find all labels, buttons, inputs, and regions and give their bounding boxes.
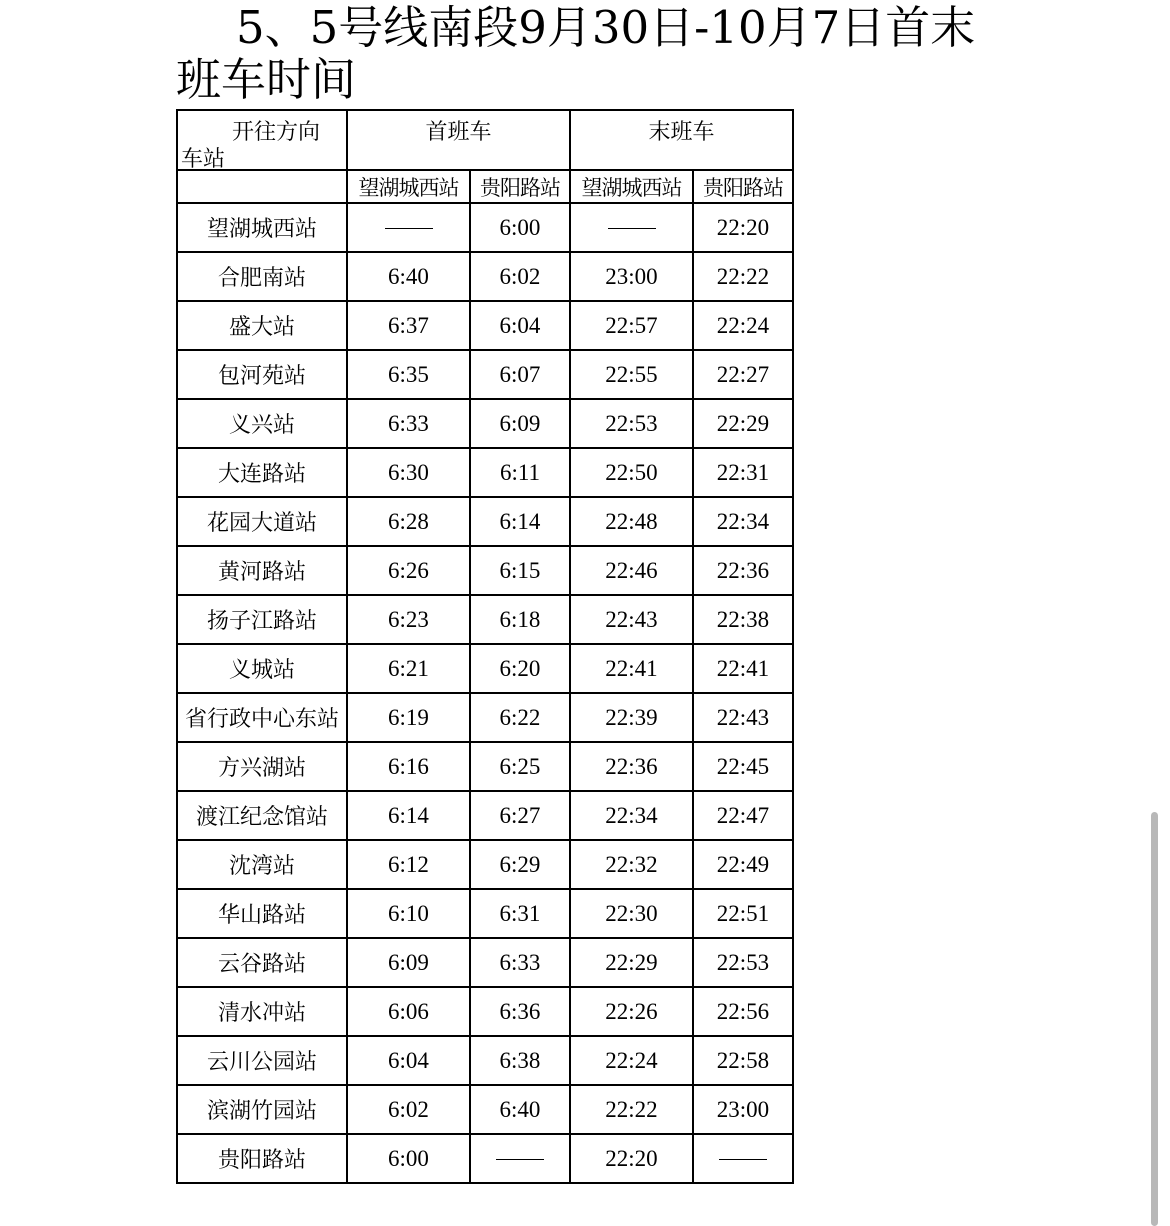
time-cell: 22:36 [693,546,793,595]
time-cell: 22:49 [693,840,793,889]
table-row [177,252,793,301]
station-name-cell: 渡江纪念馆站 [177,791,347,840]
time-cell: 6:22 [470,693,570,742]
time-cell: 6:40 [470,1085,570,1134]
table-row [177,1085,793,1134]
time-cell: 6:09 [347,938,470,987]
time-cell: 22:56 [693,987,793,1036]
subheader-last-gyl: 贵阳路站 [693,170,793,203]
station-name-cell: 黄河路站 [177,546,347,595]
time-cell: 22:22 [693,252,793,301]
time-cell: 22:30 [570,889,693,938]
time-cell: 6:36 [470,987,570,1036]
table-row [177,840,793,889]
station-name-cell: 包河苑站 [177,350,347,399]
time-cell: 6:31 [470,889,570,938]
dash-line [385,228,433,229]
table-row [177,791,793,840]
station-header: 车站 [181,147,226,170]
station-name-cell: 扬子江路站 [177,595,347,644]
time-cell: 6:26 [347,546,470,595]
time-cell: 6:27 [470,791,570,840]
subheader-first-gyl: 贵阳路站 [470,170,570,203]
time-cell: 6:35 [347,350,470,399]
time-cell: 22:46 [570,546,693,595]
station-name-cell: 沈湾站 [177,840,347,889]
time-cell: 6:04 [347,1036,470,1085]
station-name-cell: 义兴站 [177,399,347,448]
time-cell: 6:15 [470,546,570,595]
station-name-cell: 合肥南站 [177,252,347,301]
dash-line [719,1159,767,1160]
time-cell: 22:20 [693,203,793,252]
table-row [177,1134,793,1183]
time-cell: 6:07 [470,350,570,399]
time-cell: 22:50 [570,448,693,497]
table-row [177,203,793,252]
subheader-last-whcx: 望湖城西站 [570,170,693,203]
table-row [177,1036,793,1085]
dash-line [496,1159,544,1160]
time-cell: 6:02 [470,252,570,301]
no-service-cell [570,203,693,252]
document-title: 5、5号线南段9月30日-10月7日首末班车时间 [176,1,976,106]
time-cell: 6:09 [470,399,570,448]
subheader-first-whcx: 望湖城西站 [347,170,470,203]
table-row [177,742,793,791]
station-name-cell: 云川公园站 [177,1036,347,1085]
header-row-groups [177,110,793,170]
time-cell: 6:19 [347,693,470,742]
table-row [177,546,793,595]
time-cell: 22:43 [570,595,693,644]
time-cell: 6:14 [347,791,470,840]
time-cell: 22:27 [693,350,793,399]
table-row [177,644,793,693]
schedule-table-body [177,110,793,1183]
table-row [177,693,793,742]
time-cell: 23:00 [693,1085,793,1134]
time-cell: 6:00 [470,203,570,252]
time-cell: 22:45 [693,742,793,791]
schedule-table [176,109,794,1184]
station-name-cell: 方兴湖站 [177,742,347,791]
time-cell: 22:36 [570,742,693,791]
station-name-cell: 省行政中心东站 [177,693,347,742]
time-cell: 22:24 [570,1036,693,1085]
time-cell: 6:16 [347,742,470,791]
station-name-cell: 花园大道站 [177,497,347,546]
time-cell: 22:41 [693,644,793,693]
time-cell: 22:20 [570,1134,693,1183]
first-train-label: 首班车 [425,120,492,145]
time-cell: 22:34 [570,791,693,840]
time-cell: 22:51 [693,889,793,938]
station-name-cell: 滨湖竹园站 [177,1085,347,1134]
time-cell: 6:25 [470,742,570,791]
last-train-label: 末班车 [648,120,715,145]
station-name-cell: 贵阳路站 [177,1134,347,1183]
station-name-cell: 望湖城西站 [177,203,347,252]
subheader-blank-cell [177,170,347,203]
time-cell: 22:24 [693,301,793,350]
table-row [177,399,793,448]
time-cell: 6:04 [470,301,570,350]
table-row [177,350,793,399]
time-cell: 22:31 [693,448,793,497]
table-row [177,497,793,546]
no-service-cell [693,1134,793,1183]
time-cell: 6:12 [347,840,470,889]
time-cell: 6:33 [470,938,570,987]
no-service-cell [347,203,470,252]
time-cell: 6:37 [347,301,470,350]
time-cell: 22:41 [570,644,693,693]
header-row-directions [177,170,793,203]
direction-header: 开往方向 [232,120,321,145]
vertical-scrollbar[interactable] [1151,812,1158,1226]
time-cell: 22:55 [570,350,693,399]
time-cell: 22:34 [693,497,793,546]
time-cell: 22:53 [570,399,693,448]
station-name-cell: 大连路站 [177,448,347,497]
time-cell: 6:14 [470,497,570,546]
station-name-cell: 云谷路站 [177,938,347,987]
time-cell: 6:20 [470,644,570,693]
table-row [177,987,793,1036]
time-cell: 22:38 [693,595,793,644]
table-row [177,448,793,497]
table-row [177,595,793,644]
time-cell: 6:10 [347,889,470,938]
time-cell: 6:40 [347,252,470,301]
station-name-cell: 华山路站 [177,889,347,938]
time-cell: 6:02 [347,1085,470,1134]
time-cell: 6:21 [347,644,470,693]
time-cell: 22:22 [570,1085,693,1134]
time-cell: 6:00 [347,1134,470,1183]
time-cell: 6:29 [470,840,570,889]
time-cell: 22:29 [693,399,793,448]
table-row [177,889,793,938]
corner-header-cell [177,110,347,170]
time-cell: 22:57 [570,301,693,350]
table-row [177,301,793,350]
time-cell: 22:47 [693,791,793,840]
time-cell: 6:11 [470,448,570,497]
table-row [177,938,793,987]
time-cell: 6:18 [470,595,570,644]
time-cell: 6:28 [347,497,470,546]
time-cell: 6:38 [470,1036,570,1085]
station-name-cell: 盛大站 [177,301,347,350]
no-service-cell [470,1134,570,1183]
time-cell: 22:53 [693,938,793,987]
time-cell: 6:23 [347,595,470,644]
station-name-cell: 义城站 [177,644,347,693]
dash-line [608,228,656,229]
last-train-header [570,110,793,170]
time-cell: 23:00 [570,252,693,301]
time-cell: 22:32 [570,840,693,889]
time-cell: 22:26 [570,987,693,1036]
time-cell: 22:58 [693,1036,793,1085]
first-train-header [347,110,570,170]
time-cell: 6:33 [347,399,470,448]
time-cell: 6:30 [347,448,470,497]
time-cell: 22:48 [570,497,693,546]
time-cell: 22:29 [570,938,693,987]
time-cell: 22:43 [693,693,793,742]
time-cell: 22:39 [570,693,693,742]
station-name-cell: 清水冲站 [177,987,347,1036]
time-cell: 6:06 [347,987,470,1036]
